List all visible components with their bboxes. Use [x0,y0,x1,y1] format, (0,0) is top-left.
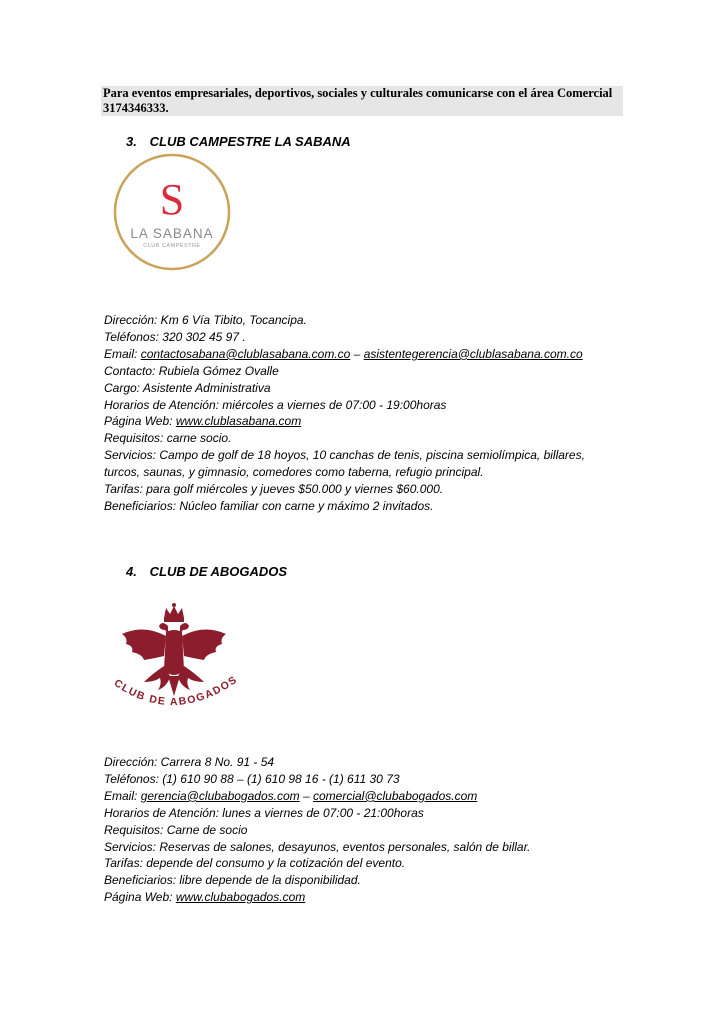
rates-line: Tarifas: depende del consumo y la cotización del evento. [104,856,406,871]
banner-text: Para eventos empresariales, deportivos, sociales y culturales comunicarse con el área Comercial 3174346333. [103,86,613,115]
hours-line: Horarios de Atención: lunes a viernes de 07:00 - 21:00horas [104,805,424,820]
phones-line: Teléfonos: (1) 610 90 88 – (1) 610 98 16 - (1) 611 30 73 [104,771,400,786]
section-4-heading [126,564,287,579]
email-separator: – [350,346,364,361]
services-line: Servicios: Reservas de salones, desayunos, eventos personales, salón de billar. [104,839,531,854]
la-sabana-logo [108,152,236,272]
services-line-1: Servicios: Campo de golf de 18 hoyos, 10 canchas de tenis, piscina semiolímpica, billares, [104,448,585,463]
address-line: Dirección: Km 6 Vía Tibito, Tocancipa. [104,313,307,327]
commercial-contact-banner [101,86,623,116]
email-link-asistente[interactable]: asistentegerencia@clublasabana.com.co [363,346,583,361]
sabana-logo-subtitle: CLUB CAMPESTRE [143,243,201,249]
email-link-contacto[interactable]: contactosabana@clublasabana.com.co [140,346,351,361]
email-line [104,346,585,363]
section-4-number: 4. [126,564,137,579]
email-separator: – [299,788,313,803]
website-label: Página Web: [104,414,176,429]
section-4-title: CLUB DE ABOGADOS [149,564,288,579]
section-3-heading [126,134,351,149]
hours-line: Horarios de Atención: miércoles a viernes de 07:00 - 19:00horas [104,397,447,412]
requirements-line: Requisitos: Carne de socio [104,822,248,837]
phones-line: Teléfonos: 320 302 45 97 . [104,329,246,344]
double-headed-eagle-icon [122,623,226,696]
section-4-details [104,754,530,906]
beneficiaries-line: Beneficiarios: libre depende de la disponibilidad. [104,873,361,888]
website-line [104,413,585,430]
services-line-2: turcos, saunas, y gimnasio, comedores como taberna, refugio principal. [104,465,484,480]
email-line [104,788,530,805]
website-link[interactable]: www.clubabogados.com [175,890,306,905]
beneficiaries-line: Beneficiarios: Núcleo familiar con carne y máximo 2 invitados. [104,498,434,513]
section-3-title: CLUB CAMPESTRE LA SABANA [149,134,351,149]
sabana-logo-name: LA SABANA [130,226,214,241]
website-link[interactable]: www.clublasabana.com [175,414,302,429]
crown-icon [164,603,184,622]
position-line: Cargo: Asistente Administrativa [104,380,271,395]
abogados-logo-name: CLUB DE ABOGADOS [111,673,241,709]
requirements-line: Requisitos: carne socio. [104,431,232,446]
rates-line: Tarifas: para golf miércoles y jueves $50.000 y viernes $60.000. [104,482,444,497]
website-line [104,889,530,906]
website-label: Página Web: [104,890,176,905]
contact-line: Contacto: Rubiela Gómez Ovalle [104,363,279,378]
email-link-gerencia[interactable]: gerencia@clubabogados.com [140,788,300,803]
email-label: Email: [104,346,141,361]
section-3-details [104,312,585,515]
sabana-s-icon: S [159,175,185,224]
email-link-comercial[interactable]: comercial@clubabogados.com [312,788,478,803]
club-abogados-logo [104,600,248,724]
section-3-number: 3. [126,134,137,149]
email-label: Email: [104,788,141,803]
address-line: Dirección: Carrera 8 No. 91 - 54 [104,755,275,769]
